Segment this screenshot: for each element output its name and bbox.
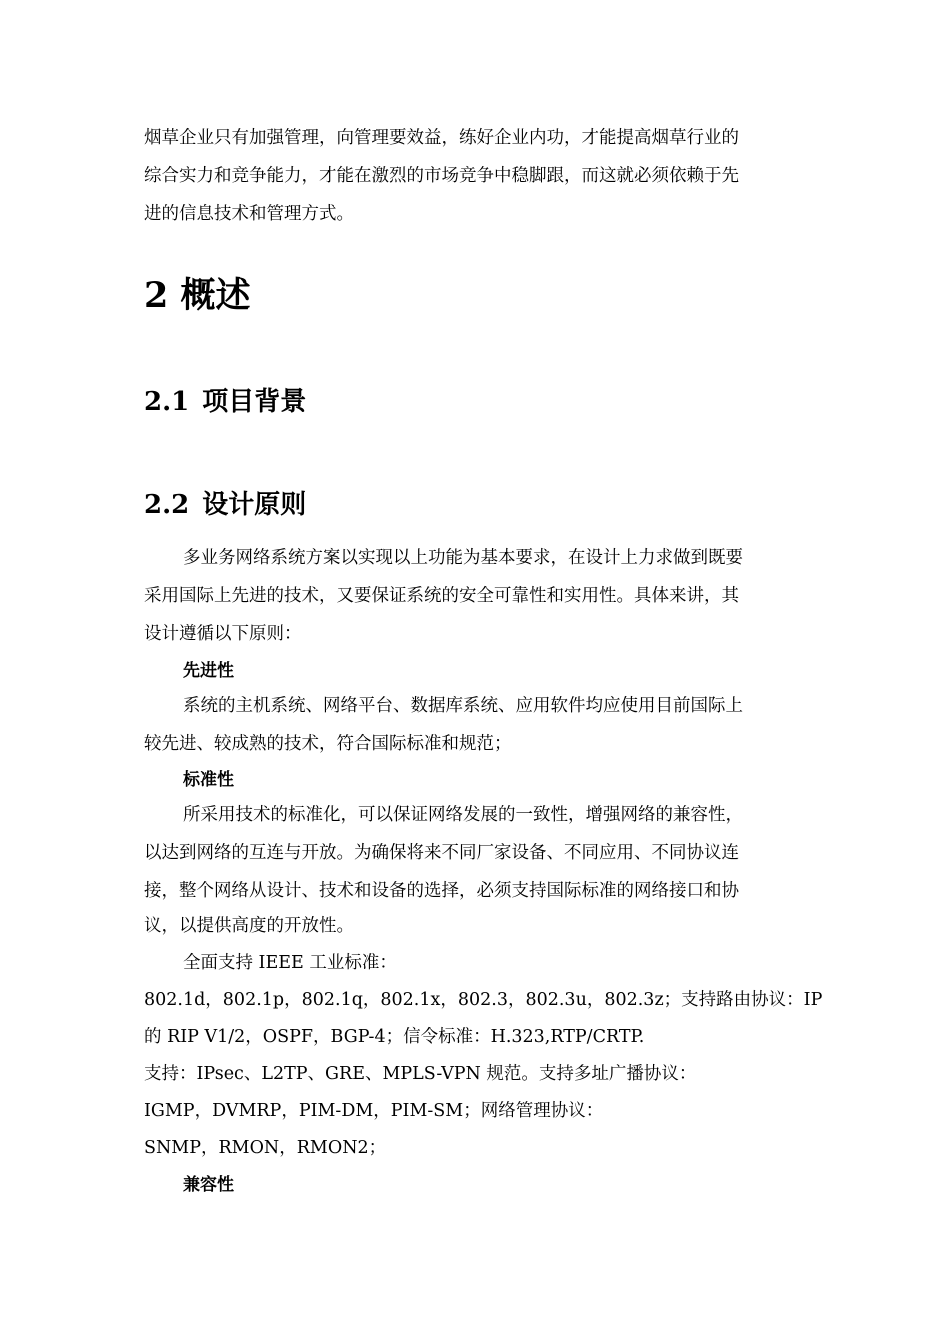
section-title: 设计原则 [202, 490, 307, 520]
section-number: 2.1 [144, 387, 190, 417]
section-2-2-heading [144, 487, 306, 523]
intro-line: 烟草企业只有加强管理，向管理要效益，练好企业内功，才能提高烟草行业的 [144, 128, 739, 148]
paragraph-line: 议，以提供高度的开放性。 [144, 916, 354, 936]
section-title: 项目背景 [202, 387, 307, 417]
chapter-number: 2 [144, 275, 169, 316]
paragraph-line: 较先进、较成熟的技术，符合国际标准和规范； [144, 734, 512, 754]
paragraph-line: 接，整个网络从设计、技术和设备的选择，必须支持国际标准的网络接口和协 [144, 881, 739, 901]
protocol-line: 支持：IPsec、L2TP、GRE、MPLS-VPN 规范。支持多址广播协议： [144, 1064, 697, 1084]
paragraph-line: 设计遵循以下原则： [144, 624, 302, 644]
paragraph-line: 所采用技术的标准化，可以保证网络发展的一致性，增强网络的兼容性， [183, 805, 743, 825]
section-2-1-heading [144, 384, 306, 420]
protocol-line: 802.1d，802.1p，802.1q，802.1x，802.3，802.3u，802.3z；支持路由协议：IP [144, 990, 823, 1010]
intro-line: 综合实力和竞争能力，才能在激烈的市场竞争中稳脚跟，而这就必须依赖于先 [144, 166, 739, 186]
paragraph-line: 采用国际上先进的技术，又要保证系统的安全可靠性和实用性。具体来讲，其 [144, 586, 739, 606]
chapter-heading [144, 272, 251, 320]
ieee-line: 全面支持 IEEE 工业标准： [183, 953, 397, 973]
protocol-line: SNMP，RMON，RMON2； [144, 1138, 387, 1158]
paragraph-line: 以达到网络的互连与开放。为确保将来不同厂家设备、不同应用、不同协议连 [144, 843, 739, 863]
principle-heading-standard: 标准性 [183, 770, 234, 790]
intro-line: 进的信息技术和管理方式。 [144, 204, 354, 224]
protocol-line: 的 RIP V1/2，OSPF，BGP-4；信令标准：H.323,RTP/CRTP. [144, 1027, 645, 1047]
principle-heading-compatibility: 兼容性 [183, 1175, 234, 1195]
paragraph-line: 系统的主机系统、网络平台、数据库系统、应用软件均应使用目前国际上 [183, 696, 743, 716]
chapter-title: 概述 [180, 275, 251, 316]
protocol-line: IGMP，DVMRP，PIM-DM，PIM-SM；网络管理协议： [144, 1101, 604, 1121]
section-number: 2.2 [144, 490, 190, 520]
paragraph-line: 多业务网络系统方案以实现以上功能为基本要求，在设计上力求做到既要 [183, 548, 743, 568]
principle-heading-advanced: 先进性 [183, 661, 234, 681]
